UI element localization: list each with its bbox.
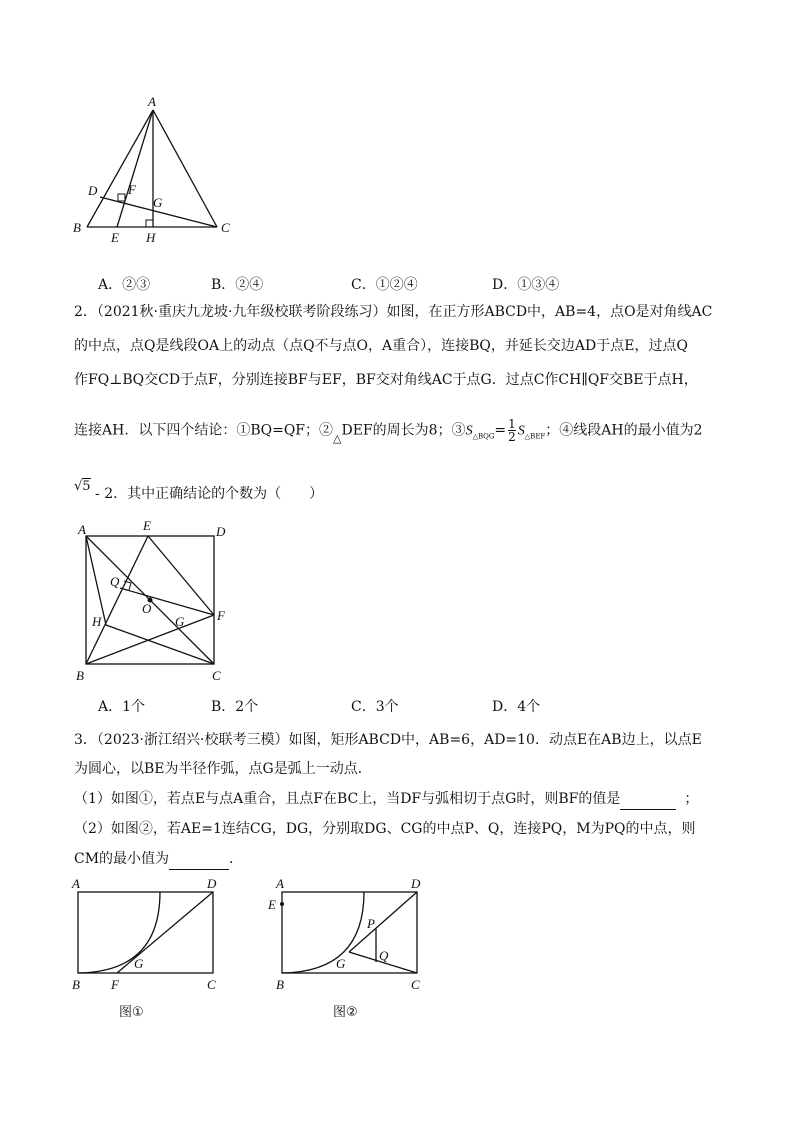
label-A: A (276, 876, 284, 891)
q3-line-1: 3．（2023·浙江绍兴·校联考三模）如图，矩形ABCD中，AB=6，AD=10．动点E在AB边上，以点E (74, 732, 702, 748)
label-G: G (336, 956, 346, 971)
label-O: O (142, 601, 152, 616)
label-B: B (276, 977, 284, 992)
label-D: D (207, 876, 217, 891)
label-B: B (72, 977, 80, 992)
q2-line-1 (74, 302, 712, 322)
label-C: C (221, 220, 230, 235)
label-E: E (268, 897, 276, 912)
q3-line-5: CM的最小值为 ． (74, 849, 243, 870)
q1-option-d[interactable]: D．①③④ (492, 277, 560, 293)
label-H: H (92, 614, 102, 629)
q3-line-4: （2）如图②，若AE=1连结CG，DG，分别取DG、CG的中点P、Q，连接PQ，M为PQ的中点，则 (74, 821, 696, 837)
q2-option-b[interactable]: B．2个 (211, 699, 259, 715)
q2-text-1: 如图，在正方形ABCD中，AB=4，点O是对角线AC (386, 304, 713, 320)
q2-line-3: 作FQ⊥BQ交CD于点F，分别连接BF与EF，BF交对角线AC于点G．过点C作CH∥QF交BE于点H， (74, 372, 698, 388)
label-A: A (148, 94, 156, 109)
label-Q: Q (110, 574, 120, 589)
fraction-one-half: $\frac{1}{2}$ (508, 417, 516, 444)
q2-option-c[interactable]: C．3个 (351, 699, 399, 715)
triangle-symbol: △ (333, 431, 342, 445)
q2-number: 2． (74, 304, 97, 320)
figure-rectangle-1 (66, 872, 236, 1002)
q2-source: （2021秋·重庆九龙坡·九年级校联考阶段练习） (96, 304, 387, 320)
label-C: C (212, 668, 221, 683)
label-F: F (217, 608, 225, 623)
label-P: P (367, 916, 375, 931)
q2-option-a[interactable]: A．1个 (98, 699, 146, 715)
point-E (280, 902, 284, 906)
label-E: E (111, 230, 119, 245)
label-C: C (207, 977, 216, 992)
figure-square-abcd (60, 510, 250, 690)
label-D: D (88, 183, 98, 198)
answer-blank-1[interactable] (620, 789, 676, 810)
q2-option-d[interactable]: D．4个 (492, 699, 541, 715)
label-B: B (73, 220, 81, 235)
figure-triangle-abc (60, 90, 250, 250)
sqrt-radicand: 5 (82, 479, 91, 494)
q3-line-3: （1）如图①，若点E与点A重合，且点F在BC上，当DF与弧相切于点G时，则BF的值是 ； (74, 789, 698, 810)
q2-line-4: 连接AH．以下四个结论：①BQ=QF；$②_\triangle DEF$的周长为8；$③S_{\triangle BQG}=$ $\frac{1}{2}$ $S_{\triangle BEF}$；④线段AH的最小值为2 (74, 417, 703, 445)
q2-line-2: 的中点，点Q是线段OA上的动点（点Q不与点O，A重合），连接BQ，并延长交边AD于点E，过点Q (74, 338, 688, 354)
answer-blank-2[interactable] (169, 849, 229, 870)
label-A: A (78, 522, 86, 537)
figure-2-caption: 图② (333, 1005, 358, 1020)
figure-rectangle-2 (270, 872, 440, 1002)
q3-line-2: 为圆心，以BE为半径作弧，点G是弧上一动点． (74, 761, 372, 777)
q1-option-c[interactable]: C．①②④ (351, 277, 418, 293)
q2-line-5: √5 - 2．其中正确结论的个数为（ ） (74, 479, 324, 502)
label-G: G (153, 195, 163, 210)
label-E: E (143, 518, 151, 533)
q1-option-a[interactable]: A．②③ (98, 277, 151, 293)
label-B: B (76, 668, 84, 683)
label-Q: Q (379, 948, 389, 963)
label-C: C (411, 977, 420, 992)
figure-1-caption: 图① (119, 1005, 144, 1020)
label-H: H (146, 230, 156, 245)
label-F: F (128, 182, 136, 197)
q1-option-b[interactable]: B．②④ (211, 277, 264, 293)
label-G: G (134, 956, 144, 971)
label-G: G (175, 614, 185, 629)
label-A: A (72, 876, 80, 891)
q3-number: 3． (74, 732, 97, 748)
label-D: D (411, 876, 421, 891)
label-D: D (216, 524, 226, 539)
label-F: F (111, 977, 119, 992)
